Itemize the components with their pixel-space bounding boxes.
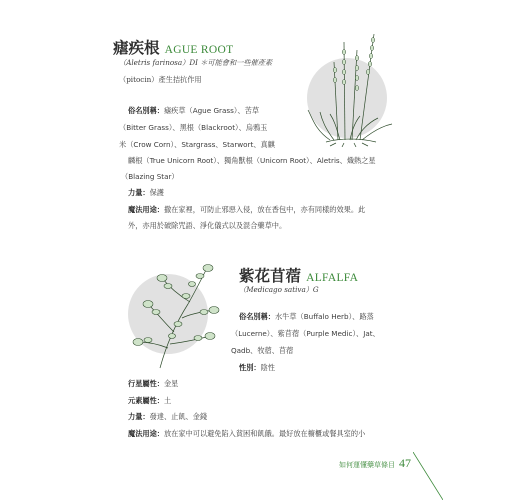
alfalfa-plant-illustration [130, 256, 230, 371]
entry2-power-value: 發達、止飢、金錢 [149, 412, 208, 421]
entry2-alias-line: Qadb、牧蓿、苜蓿 [231, 346, 294, 355]
entry1-botanical-line-2: （pitocin）產生拮抗作用 [119, 75, 202, 84]
entry1-alias [128, 106, 259, 116]
entry2-title-en: ALFALFA [306, 272, 359, 284]
entry2-element-label: 元素屬性： [128, 396, 164, 405]
entry2-botanical-line: （Medicago sativa）G [239, 285, 319, 294]
entry1-power [128, 188, 164, 198]
entry2-planet [128, 379, 178, 389]
entry1-botanical-line: （Aletris farinosa）DI ＊可能會和一些催產素 [119, 58, 273, 67]
entry2-use [128, 429, 365, 439]
entry2-use-line: 放在家中可以避免陷入貧困和飢餓。最好放在櫥櫃或餐具室的小 [163, 429, 366, 438]
entry2-alias [239, 312, 374, 322]
entry2-title-cn: 紫花苜蓿 [239, 266, 302, 285]
entry1-title-cn: 瘧疾根 [113, 38, 160, 57]
entry2-alias-line: （Lucerne）、紫苜蓿（Purple Medic）、Jat、 [231, 329, 380, 338]
ague-root-plant-illustration [300, 22, 400, 147]
entry2-heading [239, 264, 358, 286]
entry2-gender [239, 363, 275, 373]
entry1-use [128, 205, 365, 215]
entry1-alias-label: 俗名別稱： [128, 106, 164, 115]
entry2-planet-value: 金星 [163, 379, 179, 388]
entry1-power-value: 保護 [149, 188, 164, 197]
entry2-gender-value: 陰性 [260, 363, 275, 372]
entry1-alias-line: 米（Crow Corn）、Stargrass、Starwort、真麒 [119, 140, 275, 149]
entry1-use-label: 魔法用途： [128, 205, 164, 214]
entry1-power-label: 力量： [128, 188, 150, 197]
page-corner-line [413, 452, 443, 500]
entry1-use-line: 撒在家裡，可防止邪惡入侵，放在香包中，亦有同樣的效果。此 [163, 205, 366, 214]
entry1-use-line: 外，亦用於破除咒語、淨化儀式以及混合藥草中。 [128, 221, 287, 230]
entry2-element [128, 396, 171, 406]
entry2-element-value: 土 [163, 396, 172, 405]
entry2-power [128, 412, 207, 422]
entry1-alias-line: 瘧疾草（Ague Grass）、苦草 [163, 106, 260, 115]
entry2-gender-label: 性別： [239, 363, 261, 372]
footer-section-title: 如何運懂藥草條目 [339, 461, 395, 469]
entry1-alias-line: 麟根（True Unicorn Root）、獨角獸根（Unicorn Root）、Aletris、熾熱之星 [128, 156, 376, 165]
page-number: 47 [399, 456, 411, 470]
entry2-power-label: 力量： [128, 412, 150, 421]
entry1-alias-line: （Bitter Grass）、黑根（Blackroot）、烏鴉玉 [119, 123, 268, 132]
entry2-alias-line: 水牛草（Buffalo Herb）、路蒸 [274, 312, 374, 321]
entry1-title-en: AGUE ROOT [164, 44, 234, 56]
entry2-alias-label: 俗名別稱： [239, 312, 275, 321]
entry2-use-label: 魔法用途： [128, 429, 164, 438]
entry1-heading [113, 36, 233, 58]
entry2-planet-label: 行星屬性： [128, 379, 164, 388]
entry1-alias-line: （Blazing Star） [121, 172, 179, 181]
